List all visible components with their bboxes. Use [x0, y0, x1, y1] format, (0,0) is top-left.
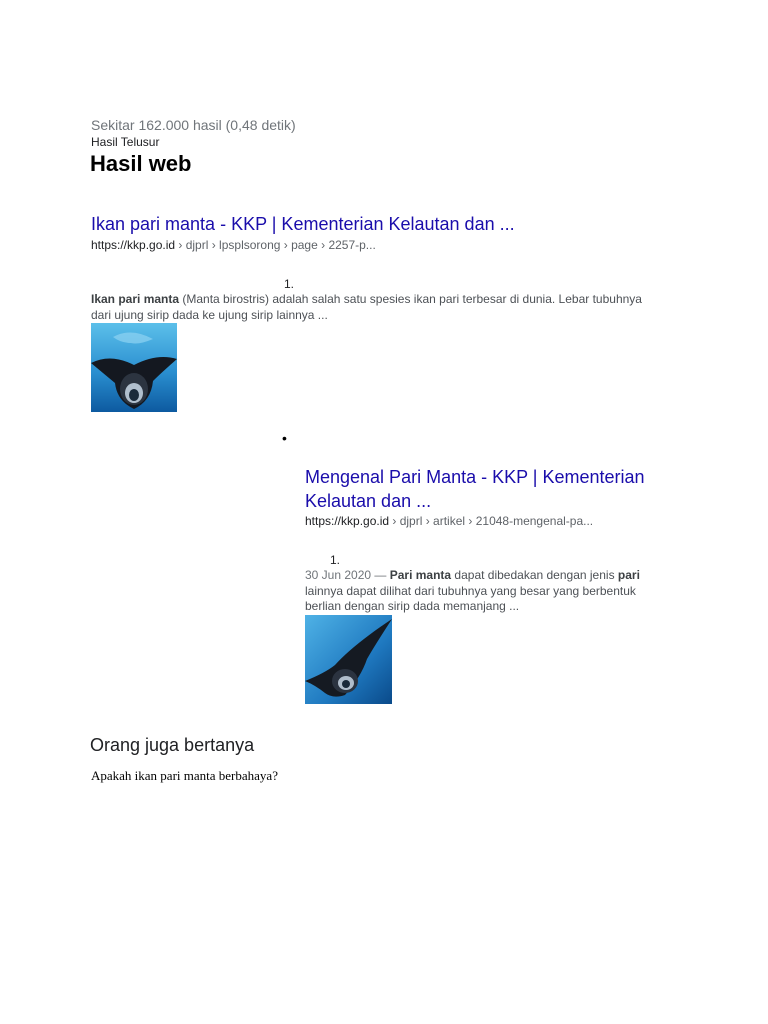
result-2-snippet-mid: dapat dibedakan dengan jenis	[451, 568, 618, 582]
result-2-snippet-highlight-1: Pari manta	[389, 568, 452, 582]
search-results-label: Hasil Telusur	[91, 135, 160, 149]
result-1-snippet-text: (Manta birostris) adalah salah satu spesies ikan pari terbesar di dunia. Lebar tubuhnya dari ujung sirip dada ke ujung sirip lainnya ...	[91, 292, 642, 322]
result-1-url-host: https://kkp.go.id	[91, 238, 176, 252]
result-2-bullet: •	[282, 430, 287, 446]
result-2-url[interactable]	[305, 514, 593, 528]
result-2-url-path: › djprl › artikel › 21048-mengenal-pa...	[389, 514, 594, 528]
manta-ray-photo-2	[305, 615, 392, 704]
result-1-list-marker: 1.	[284, 277, 295, 291]
result-1-url[interactable]	[91, 238, 376, 252]
result-2-thumbnail-image[interactable]	[305, 615, 392, 704]
result-2-snippet	[305, 568, 670, 615]
result-2-url-host: https://kkp.go.id	[305, 514, 390, 528]
result-1-thumbnail-image[interactable]	[91, 323, 177, 412]
result-1-snippet	[91, 291, 651, 323]
result-stats: Sekitar 162.000 hasil (0,48 detik)	[91, 117, 296, 133]
manta-ray-photo-1	[91, 323, 177, 412]
result-1-snippet-highlight: Ikan pari manta	[91, 292, 180, 306]
result-2-title-link[interactable]: Mengenal Pari Manta - KKP | Kementerian Kelautan dan ...	[305, 467, 645, 511]
result-2-list-marker: 1.	[330, 553, 341, 567]
people-also-ask-heading: Orang juga bertanya	[90, 735, 255, 755]
people-also-ask-question[interactable]: Apakah ikan pari manta berbahaya?	[91, 768, 278, 783]
web-results-heading: Hasil web	[90, 151, 192, 176]
result-1-title-link[interactable]: Ikan pari manta - KKP | Kementerian Kelautan dan ...	[91, 214, 515, 234]
result-2-date: 30 Jun 2020 —	[305, 568, 390, 582]
result-1-url-path: › djprl › lpsplsorong › page › 2257-p...	[175, 238, 376, 252]
result-2-snippet-text: lainnya dapat dilihat dari tubuhnya yang besar yang berbentuk berlian dengan sirip dada memanjang ...	[305, 583, 636, 613]
result-2-snippet-highlight-2: pari	[617, 568, 640, 582]
